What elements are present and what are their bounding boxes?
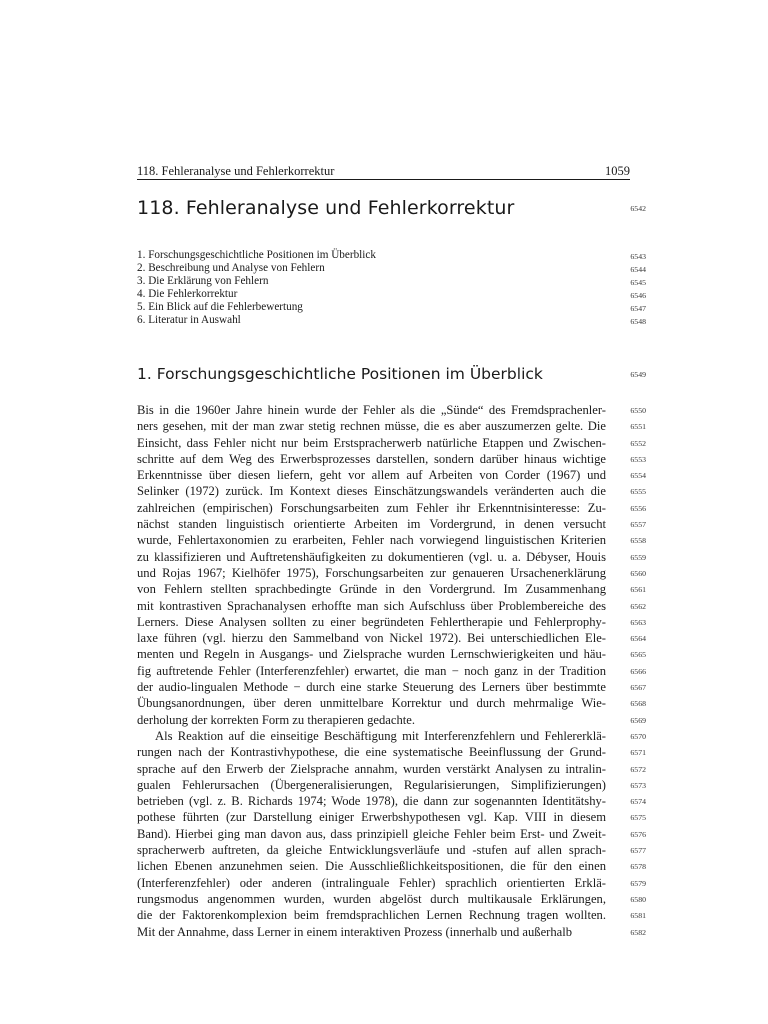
line-number: 6561 (630, 585, 646, 595)
line-number: 6547 (630, 304, 646, 313)
line-number: 6557 (630, 520, 646, 530)
line-number: 6565 (630, 650, 646, 660)
toc-item: 3. Die Erklärung von Fehlern (137, 275, 269, 287)
line-number: 6573 (630, 780, 646, 790)
line-number: 6571 (630, 748, 646, 758)
text-line: pothese führten (zur Darstellung einiger Erwerbshypothesen vgl. Kap. VIII in diesem (137, 810, 606, 825)
line-number: 6569 (630, 715, 646, 725)
text-line: Band). Hierbei ging man davon aus, dass prinzipiell gleiche Fehler beim Erst- und Zweit- (137, 826, 606, 841)
text-line: laxe führen (vgl. hierzu den Sammelband von Nickel 1972). Bei unterschiedlichen Ele- (137, 631, 606, 646)
toc-item: 5. Ein Blick auf die Fehlerbewertung (137, 301, 303, 313)
text-line: nächst standen linguistisch orientierte Arbeiten im Vordergrund, in denen versucht (137, 517, 606, 532)
line-number: 6549 (630, 370, 646, 379)
line-number: 6580 (630, 894, 646, 904)
line-number: 6559 (630, 552, 646, 562)
toc-item: 6. Literatur in Auswahl (137, 314, 241, 326)
text-line: rungen nach der Kontrastivhypothese, die eine systematische Beeinflussung der Grund- (137, 745, 606, 760)
line-number: 6553 (630, 454, 646, 464)
text-line: spracherwerb auftreten, da gleiche Entwicklungsverläufe und -stufen auf allen sprach- (137, 843, 606, 858)
text-line: Einsicht, dass Fehler nicht nur beim Erstspracherwerb natürliche Etappen und Zwischen- (137, 435, 606, 450)
text-line: wurde, Fehlertaxonomien zu erarbeiten, Fehler nach vorwiegend linguistischen Kriterien (137, 533, 606, 548)
text-line: gualen Fehlerursachen (Übergeneralisierungen, Regularisierungen, Simplifizierungen) (137, 777, 606, 792)
line-number: 6562 (630, 601, 646, 611)
section-title: 1. Forschungsgeschichtliche Positionen im Überblick (137, 365, 543, 383)
line-number: 6548 (630, 317, 646, 326)
text-line: Lerners. Diese Analysen sollten zu einer begründeten Fehlertherapie und Fehlerprophy- (137, 614, 606, 629)
body-line-numbers (614, 403, 650, 941)
line-number: 6570 (630, 731, 646, 741)
toc-item: 1. Forschungsgeschichtliche Positionen im Überblick (137, 249, 376, 261)
line-number: 6575 (630, 813, 646, 823)
text-line: Selinker (1972) zurück. Im Kontext dieses Einschätzungswandels veränderten auch die (137, 484, 606, 499)
line-number: 6577 (630, 846, 646, 856)
text-line: ners gesehen, mit der man zwar stetig rechnen müsse, die es aber auszumerzen gelte. Die (137, 419, 606, 434)
text-line: der audio-lingualen Methode − durch eine starke Steuerung des Lerners über bestimmte (137, 680, 606, 695)
toc-line-numbers (614, 250, 650, 328)
line-number: 6552 (630, 438, 646, 448)
line-number: 6544 (630, 265, 646, 274)
text-line: die der Faktorenkomplexion beim fremdsprachlichen Lernen Rechnung tragen wollten. (137, 908, 606, 923)
text-line: zu klassifizieren und Auftretenshäufigkeiten zu dokumentieren (vgl. u. a. Débyser, Houis (137, 549, 606, 564)
line-number: 6576 (630, 829, 646, 839)
line-number: 6551 (630, 422, 646, 432)
text-line: Erkenntnisse über diesen liefern, geht vor allem auf Arbeiten von Corder (1967) und (137, 468, 606, 483)
line-number: 6556 (630, 503, 646, 513)
line-number: 6545 (630, 278, 646, 287)
line-number: 6579 (630, 878, 646, 888)
body-text (137, 402, 606, 940)
text-line: (Interferenzfehler) oder anderen (intralinguale Fehler) sprachlich orientierten Erklä- (137, 875, 606, 890)
toc-item: 2. Beschreibung und Analyse von Fehlern (137, 262, 325, 274)
running-header (137, 164, 630, 180)
text-line: derholung der korrekten Form zu therapieren gedachte. (137, 712, 415, 727)
text-line: sprache auf den Erwerb der Zielsprache annahm, wurden verstärkt Analysen zu intralin- (137, 761, 606, 776)
chapter-title: 118. Fehleranalyse und Fehlerkorrektur (137, 197, 515, 219)
text-line: Übungsanordnungen, über deren unmittelbare Korrektur und durch mehrmalige Wie- (137, 696, 606, 711)
page-number: 1059 (605, 164, 630, 178)
text-line: schritte auf dem Weg des Erwerbsprozesses darstellen, sondern darüber hinaus wichtige (137, 451, 606, 466)
line-number: 6564 (630, 634, 646, 644)
line-number: 6563 (630, 617, 646, 627)
text-line: lichen Ebenen anzunehmen seien. Die Ausschließlichkeitspositionen, die für den einen (137, 859, 606, 874)
line-number: 6582 (630, 927, 646, 937)
text-line: Als Reaktion auf die einseitige Beschäftigung mit Interferenzfehlern und Fehlererklä- (155, 728, 606, 743)
text-line: und Rojas 1967; Kielhöfer 1975), Forschungsarbeiten zur genaueren Ursachenerklärung (137, 565, 606, 580)
line-number: 6572 (630, 764, 646, 774)
line-number: 6566 (630, 666, 646, 676)
text-line: mit kontrastiven Sprachanalysen erhoffte man sich Aufschluss über Problembereiche des (137, 598, 606, 613)
text-line: zahlreichen (empirischen) Forschungsarbeiten zum Fehler ihr Erkenntnisinteresse: Zu- (137, 500, 606, 515)
line-number: 6560 (630, 568, 646, 578)
text-line: fig auftretende Fehler (Interferenzfehler) erwartet, die man − noch ganz in der Tradition (137, 663, 606, 678)
line-number: 6578 (630, 862, 646, 872)
text-line: menten und Regeln in Ausgangs- und Zielsprache wurden Lernschwierigkeiten und häu- (137, 647, 606, 662)
line-number: 6546 (630, 291, 646, 300)
text-line: Bis in die 1960er Jahre hinein wurde der Fehler als die „Sünde“ des Fremdsprachenler- (137, 403, 606, 417)
line-number: 6568 (630, 699, 646, 709)
line-number: 6542 (630, 204, 646, 213)
table-of-contents (137, 249, 630, 327)
text-line: rungsmodus angenommen wurden, wurden abgelöst durch multikausale Erklärungen, (137, 891, 606, 906)
text-line: Mit der Annahme, dass Lerner in einem interaktiven Prozess (innerhalb und außerhalb (137, 924, 573, 939)
line-number: 6554 (630, 471, 646, 481)
line-number: 6558 (630, 536, 646, 546)
text-line: von Fehlern stellten sprachbedingte Gründe in den Vordergrund. Im Zusammenhang (137, 582, 606, 597)
line-number: 6555 (630, 487, 646, 497)
text-line: betrieben (vgl. z. B. Richards 1974; Wode 1978), die dann zur sogenannten Identitätshy- (137, 794, 606, 809)
toc-item: 4. Die Fehlerkorrektur (137, 288, 238, 300)
line-number: 6543 (630, 252, 646, 261)
line-number: 6550 (630, 406, 646, 415)
line-number: 6567 (630, 683, 646, 693)
line-number: 6581 (630, 911, 646, 921)
running-title: 118. Fehleranalyse und Fehlerkorrektur (137, 164, 335, 178)
line-number: 6574 (630, 797, 646, 807)
